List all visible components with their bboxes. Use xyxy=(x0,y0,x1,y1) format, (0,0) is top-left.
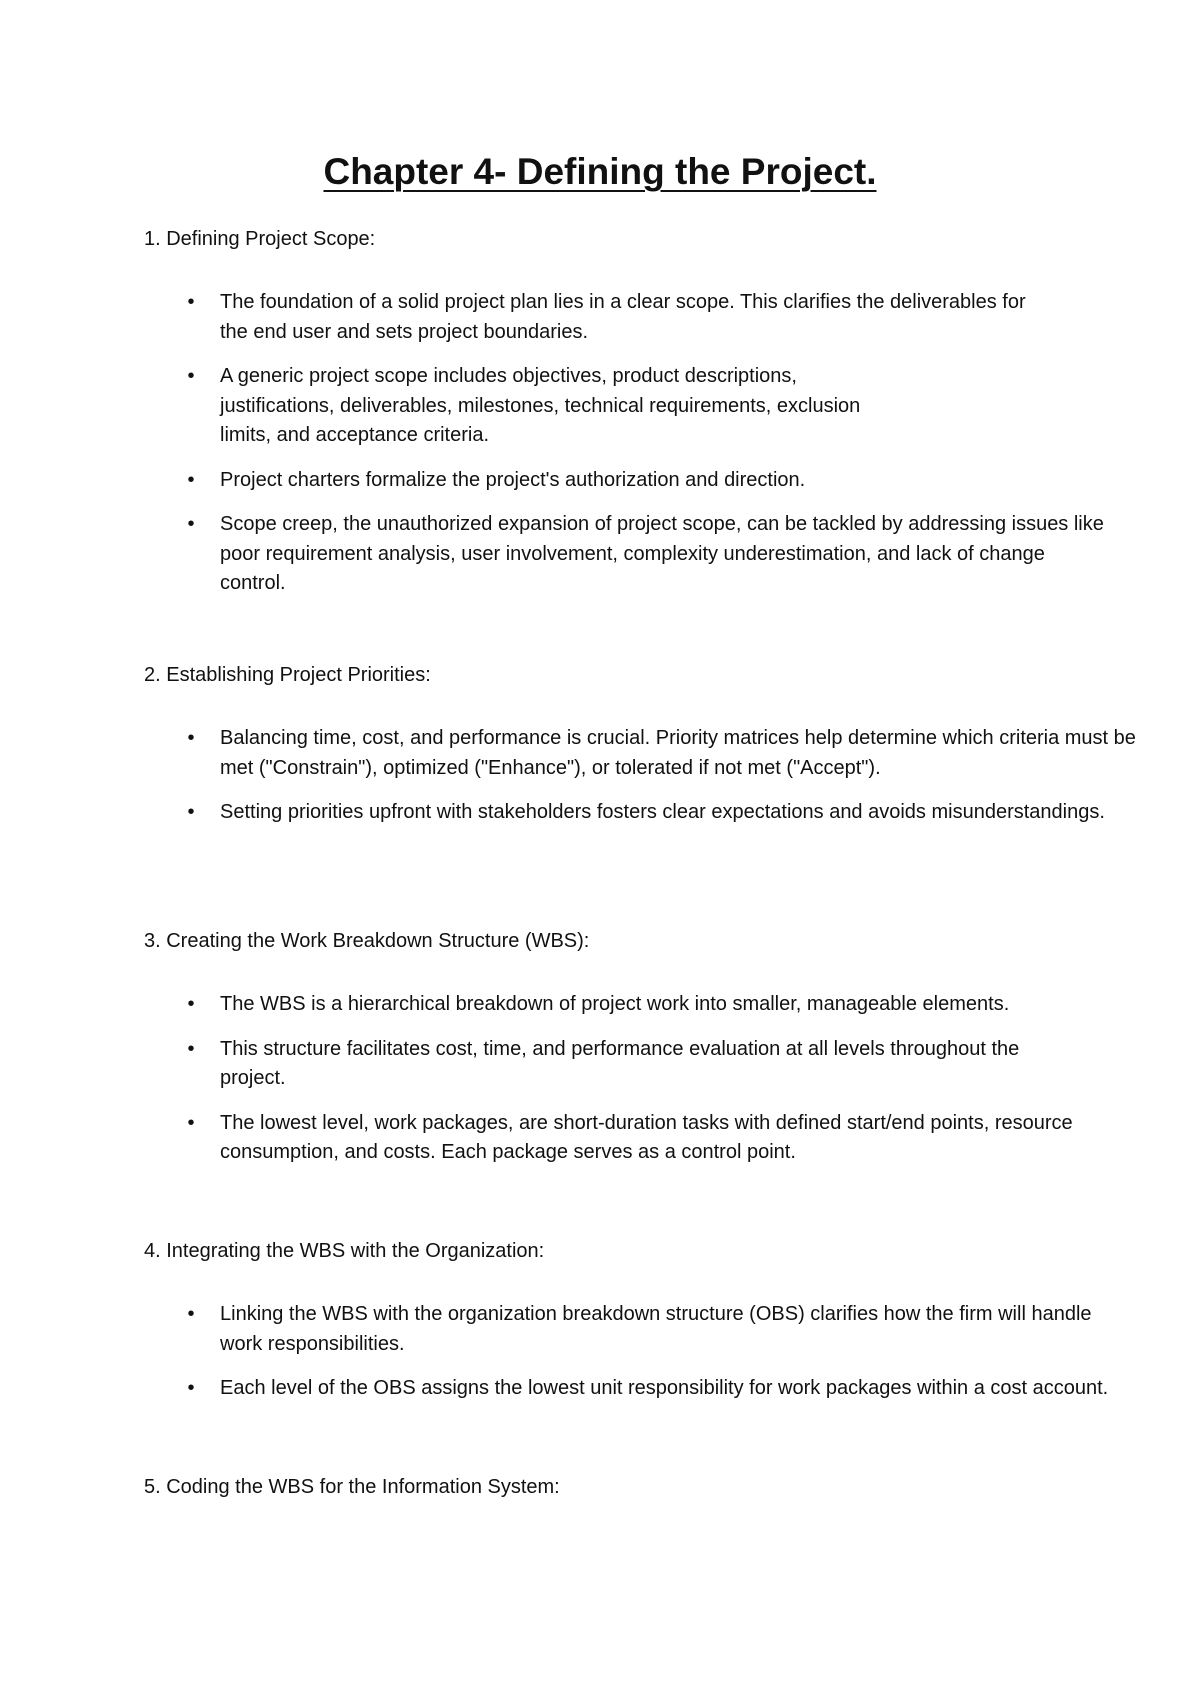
section-coding-wbs xyxy=(144,1472,1084,1536)
list-item xyxy=(144,1109,1115,1168)
bullet-icon: • xyxy=(187,513,195,535)
list-item xyxy=(144,724,1140,783)
section-heading: 2. Establishing Project Priorities: xyxy=(144,664,431,686)
section-establishing-project-priorities xyxy=(144,660,1136,843)
list-item-text: The lowest level, work packages, are short-duration tasks with defined start/end points, resource consumption, and costs. Each package serves as a control point. xyxy=(220,1111,1073,1163)
list-item xyxy=(144,1374,1150,1404)
bullet-icon: • xyxy=(187,801,195,823)
list-item-text: This structure facilitates cost, time, and performance evaluation at all levels throughout the project. xyxy=(220,1037,1020,1089)
bullet-list xyxy=(144,724,1136,828)
section-heading: 4. Integrating the WBS with the Organization: xyxy=(144,1240,545,1262)
bullet-icon: • xyxy=(187,993,195,1015)
bullet-icon: • xyxy=(187,1377,195,1399)
bullet-icon: • xyxy=(187,1037,195,1060)
bullet-icon: • xyxy=(187,365,195,387)
section-heading: 3. Creating the Work Breakdown Structure (WBS): xyxy=(144,930,590,952)
list-item-text: Setting priorities upfront with stakeholders fosters clear expectations and avoids misunderstandings. xyxy=(220,801,1105,823)
section-integrating-wbs-organization xyxy=(144,1236,1109,1419)
bullet-list xyxy=(144,990,1084,1168)
list-item-text: A generic project scope includes objectives, product descriptions, justifications, deliverables, milestones, technical requirements, exclusion limits, and acceptance criteria. xyxy=(220,365,861,446)
bullet-list xyxy=(144,1300,1109,1404)
list-item-text: Project charters formalize the project's authorization and direction. xyxy=(220,468,806,491)
list-item xyxy=(144,362,910,451)
list-item xyxy=(144,1300,1115,1359)
section-heading: 1. Defining Project Scope: xyxy=(144,228,376,250)
bullet-icon: • xyxy=(187,468,195,491)
list-item-text: Each level of the OBS assigns the lowest unit responsibility for work packages within a cost account. xyxy=(220,1377,1109,1399)
list-item-text: Scope creep, the unauthorized expansion of project scope, can be tackled by addressing issues like poor requirement analysis, user involvement, complexity underestimation, and lack of change control. xyxy=(220,513,1104,594)
list-item xyxy=(144,990,1080,1020)
list-item-text: The WBS is a hierarchical breakdown of project work into smaller, manageable elements. xyxy=(220,993,1010,1015)
bullet-list xyxy=(144,288,1104,599)
list-item xyxy=(144,1035,1080,1094)
list-item xyxy=(144,510,1115,599)
list-item-text: Linking the WBS with the organization breakdown structure (OBS) clarifies how the firm will handle work responsibilities. xyxy=(220,1303,1092,1355)
list-item xyxy=(144,288,1040,347)
list-item-text: Balancing time, cost, and performance is crucial. Priority matrices help determine which criteria must be met ("Constrain"), optimized ("Enhance"), or tolerated if not met ("Accept"). xyxy=(220,727,1136,779)
section-defining-project-scope xyxy=(144,224,1104,614)
list-item-text: The foundation of a solid project plan lies in a clear scope. This clarifies the deliverables for the end user and sets project boundaries. xyxy=(220,291,1026,343)
bullet-icon: • xyxy=(187,1303,195,1325)
list-item xyxy=(144,466,1040,496)
list-item xyxy=(144,798,1110,828)
section-heading: 5. Coding the WBS for the Information System: xyxy=(144,1476,560,1498)
bullet-icon: • xyxy=(187,291,195,313)
section-creating-wbs xyxy=(144,926,1084,1183)
bullet-icon: • xyxy=(187,1111,195,1134)
page-title: Chapter 4- Defining the Project. xyxy=(323,151,877,192)
bullet-icon: • xyxy=(187,727,195,749)
